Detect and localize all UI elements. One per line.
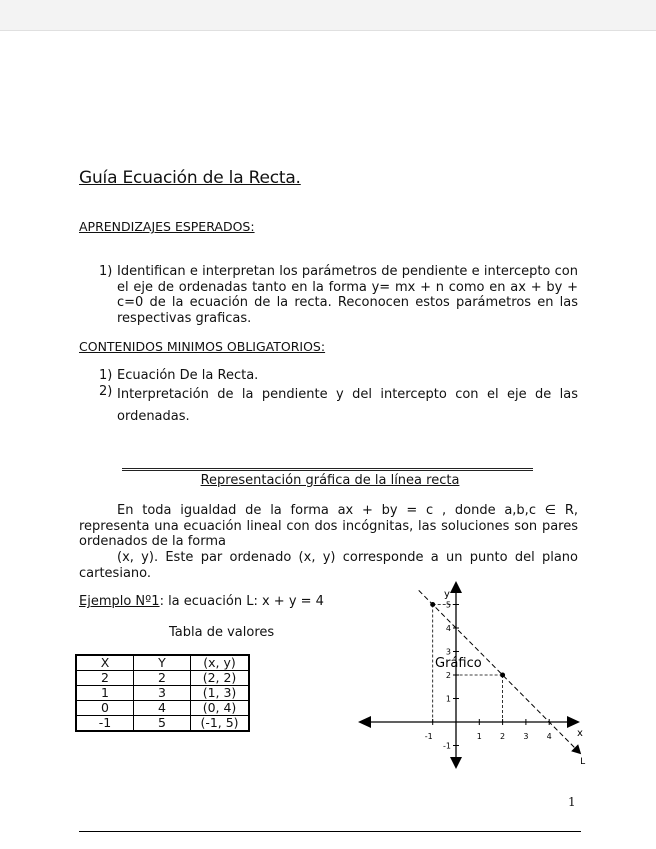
x-tick-label: -1 (424, 732, 433, 741)
document-page (0, 30, 656, 849)
y-tick-label: 2 (445, 671, 451, 680)
y-tick-label: -1 (443, 741, 451, 751)
x-axis-label: x (577, 728, 583, 739)
table-title: Tabla de valores (169, 625, 275, 640)
line-graph (355, 579, 590, 771)
graph-title: Gráfico (435, 656, 482, 671)
table-cell: (-1, 5) (191, 716, 250, 732)
table-cell: (0, 4) (191, 701, 250, 716)
aprendizaje-text: Identifican e interpretan los parámetros de pendiente e intercepto con el eje de ordenadas tanto en la forma y= mx + n como en ax + by + c=0 de la ecuación de la recta. Reconocen estos parámetros en las respectivas graficas. (117, 264, 578, 326)
table-cell: 2 (134, 671, 191, 686)
x-tick-label: 3 (523, 732, 529, 741)
table-row (76, 671, 249, 686)
table-cell: (2, 2) (191, 671, 250, 686)
table-row (76, 701, 249, 716)
y-tick-label: 3 (445, 647, 451, 657)
table-cell: 0 (76, 701, 134, 716)
series-label: L (580, 757, 586, 768)
example-line (79, 594, 324, 610)
table-header-row (76, 655, 249, 671)
y-tick-label: 5 (445, 600, 451, 610)
x-tick-label: 4 (546, 732, 552, 741)
y-tick-label: 1 (445, 694, 451, 704)
data-point (500, 673, 505, 678)
table-cell: 3 (134, 686, 191, 701)
table-cell: 4 (134, 701, 191, 716)
table-header-cell: (x, y) (191, 655, 250, 671)
y-tick-label: 4 (445, 624, 451, 633)
table-header-cell: X (76, 655, 134, 671)
contenido-number: 2) (99, 384, 113, 399)
divider (122, 470, 533, 471)
table-cell: 5 (134, 716, 191, 732)
page-title: Guía Ecuación de la Recta. (79, 168, 301, 188)
contenido-number: 1) (99, 368, 113, 383)
table-cell: 2 (76, 671, 134, 686)
table-row (76, 686, 249, 701)
page-number: 1 (568, 795, 576, 809)
section-paragraph: En toda igualdad de la forma ax + by = c , donde a,b,c ∈ R, representa una ecuación lineal con dos incógnitas, las soluciones son pares ordenados de la forma (79, 503, 578, 549)
data-point (430, 602, 435, 607)
contenido-text: Ecuación De la Recta. (117, 368, 259, 383)
x-axis-arrow-left (358, 716, 371, 728)
x-axis-arrow-right (567, 716, 580, 728)
y-axis-arrow-down (450, 757, 462, 769)
aprendizaje-number: 1) (99, 264, 113, 279)
y-axis-arrow-up (450, 581, 462, 593)
contenidos-heading: CONTENIDOS MINIMOS OBLIGATORIOS: (79, 339, 326, 354)
y-axis-label: y (444, 589, 450, 600)
footer-rule (79, 831, 581, 832)
example-equation: : la ecuación L: x + y = 4 (159, 594, 324, 609)
section-subtitle: Representación gráfica de la línea recta (200, 473, 460, 488)
x-tick-label: 1 (476, 732, 482, 741)
aprendizajes-heading: APRENDIZAJES ESPERADOS: (79, 219, 255, 234)
table-row (76, 716, 249, 732)
values-table (75, 654, 250, 732)
table-cell: (1, 3) (191, 686, 250, 701)
table-header-cell: Y (134, 655, 191, 671)
table-cell: -1 (76, 716, 134, 732)
x-tick-label: 2 (500, 732, 506, 741)
example-label: Ejemplo Nº1 (79, 594, 160, 609)
contenido-text: Interpretación de la pendiente y del intercepto con el eje de las ordenadas. (117, 387, 578, 424)
divider (122, 468, 533, 469)
section-paragraph: (x, y). Este par ordenado (x, y) corresponde a un punto del plano cartesiano. (79, 550, 578, 581)
table-cell: 1 (76, 686, 134, 701)
